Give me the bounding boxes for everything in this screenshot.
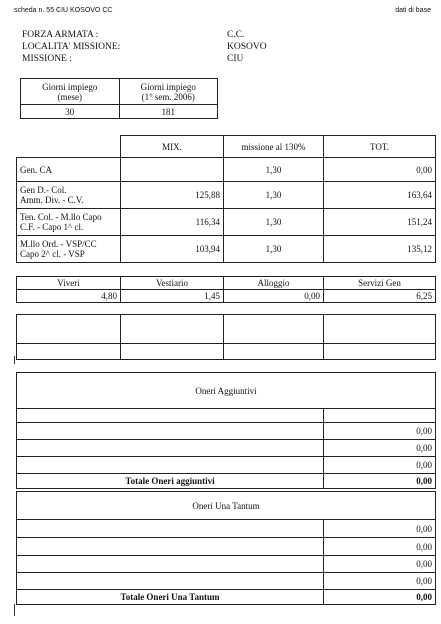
rank-label: Ten. Col. - M.llo Capo C.F. - Capo 1^ cl.: [17, 209, 121, 236]
services-table: [16, 276, 436, 303]
rates-header-mix: MIX.: [121, 136, 224, 158]
oneri-una-tantum-table: [16, 491, 436, 605]
onere-value: 0,00: [324, 538, 436, 556]
giorni-mese-header: Giorni impiego (mese): [21, 79, 120, 105]
onere-value: 0,00: [324, 573, 436, 590]
giorni-semestre-header: Giorni impiego (1° sem. 2006): [119, 79, 218, 105]
rank-label: M.llo Ord. - VSP/CC Capo 2^ cl. - VSP: [17, 236, 121, 263]
empty-cell: [121, 315, 224, 344]
alloggio-value: 0,00: [224, 290, 324, 303]
tot-value: 0,00: [324, 158, 436, 182]
mix-value: 125,88: [121, 182, 224, 209]
scan-margin-mark: [14, 356, 15, 364]
onere-label-cell: [17, 409, 324, 423]
info-values: [227, 29, 267, 65]
onere-value: 0,00: [324, 457, 436, 474]
onere-value: 0,00: [324, 440, 436, 457]
forza-armata-value: C.C.: [227, 30, 245, 40]
mix-value: 116,34: [121, 209, 224, 236]
onere-value: 0,00: [324, 520, 436, 538]
onere-label-cell: [17, 556, 324, 573]
onere-label-cell: [17, 457, 324, 474]
info-labels: [22, 29, 120, 65]
onere-label-cell: [17, 538, 324, 556]
tot-value: 151,24: [324, 209, 436, 236]
onere-label-cell: [17, 423, 324, 440]
mix-value: [121, 158, 224, 182]
mission-value: 1,30: [224, 158, 324, 182]
localita-missione-value: KOSOVO: [227, 42, 267, 52]
oneri-una-tantum-title: Oneri Una Tantum: [17, 492, 436, 520]
mission-value: 1,30: [224, 209, 324, 236]
totale-oneri-aggiuntivi-label: Totale Oneri aggiuntivi: [17, 474, 324, 489]
rates-header-tot: TOT.: [324, 136, 436, 158]
giorni-impiego-table: [20, 78, 218, 119]
oneri-aggiuntivi-title: Oneri Aggiuntivi: [17, 373, 436, 409]
missione-value: CIU: [227, 54, 244, 64]
vestiario-value: 1,45: [121, 290, 224, 303]
empty-cell: [121, 344, 224, 360]
empty-cell: [17, 315, 121, 344]
viveri-header: Viveri: [17, 277, 121, 290]
onere-value-cell: [324, 409, 436, 423]
onere-value: 0,00: [324, 556, 436, 573]
empty-cell: [224, 315, 324, 344]
rank-label: Gen D.- Col. Amm. Div. - C.V.: [17, 182, 121, 209]
servizi-gen-value: 6,25: [324, 290, 436, 303]
mix-value: 103,94: [121, 236, 224, 263]
rates-row: [17, 158, 436, 182]
vestiario-header: Vestiario: [121, 277, 224, 290]
tot-value: 163,64: [324, 182, 436, 209]
missione-label: MISSIONE :: [22, 54, 72, 64]
oneri-aggiuntivi-table: [16, 372, 436, 489]
rates-table: [16, 135, 436, 263]
totale-oneri-una-tantum-value: 0,00: [324, 590, 436, 605]
empty-grid-table: [16, 314, 436, 360]
empty-cell: [224, 344, 324, 360]
viveri-value: 4,80: [17, 290, 121, 303]
rates-header-mission: missione al 130%: [224, 136, 324, 158]
rank-label: Gen. CA: [17, 158, 121, 182]
servizi-gen-header: Servizi Gen: [324, 277, 436, 290]
rates-header-empty: [17, 136, 121, 158]
rates-row: [17, 236, 436, 263]
onere-label-cell: [17, 573, 324, 590]
document-id: scheda n. 55 CIU KOSOVO CC: [14, 7, 113, 14]
giorni-mese-value: 30: [21, 105, 120, 119]
mission-value: 1,30: [224, 236, 324, 263]
scan-margin-mark: [14, 604, 15, 616]
rates-row: [17, 182, 436, 209]
tot-value: 135,12: [324, 236, 436, 263]
mission-value: 1,30: [224, 182, 324, 209]
onere-value: 0,00: [324, 423, 436, 440]
onere-label-cell: [17, 440, 324, 457]
empty-cell: [17, 344, 121, 360]
rates-row: [17, 209, 436, 236]
onere-label-cell: [17, 520, 324, 538]
localita-missione-label: LOCALITA' MISSIONE:: [22, 42, 121, 52]
empty-cell: [324, 315, 436, 344]
document-section-label: dati di base: [395, 7, 431, 14]
giorni-semestre-value: 181: [119, 105, 218, 119]
forza-armata-label: FORZA ARMATA :: [22, 30, 99, 40]
totale-oneri-aggiuntivi-value: 0,00: [324, 474, 436, 489]
empty-cell: [324, 344, 436, 360]
totale-oneri-una-tantum-label: Totale Oneri Una Tantum: [17, 590, 324, 605]
alloggio-header: Alloggio: [224, 277, 324, 290]
